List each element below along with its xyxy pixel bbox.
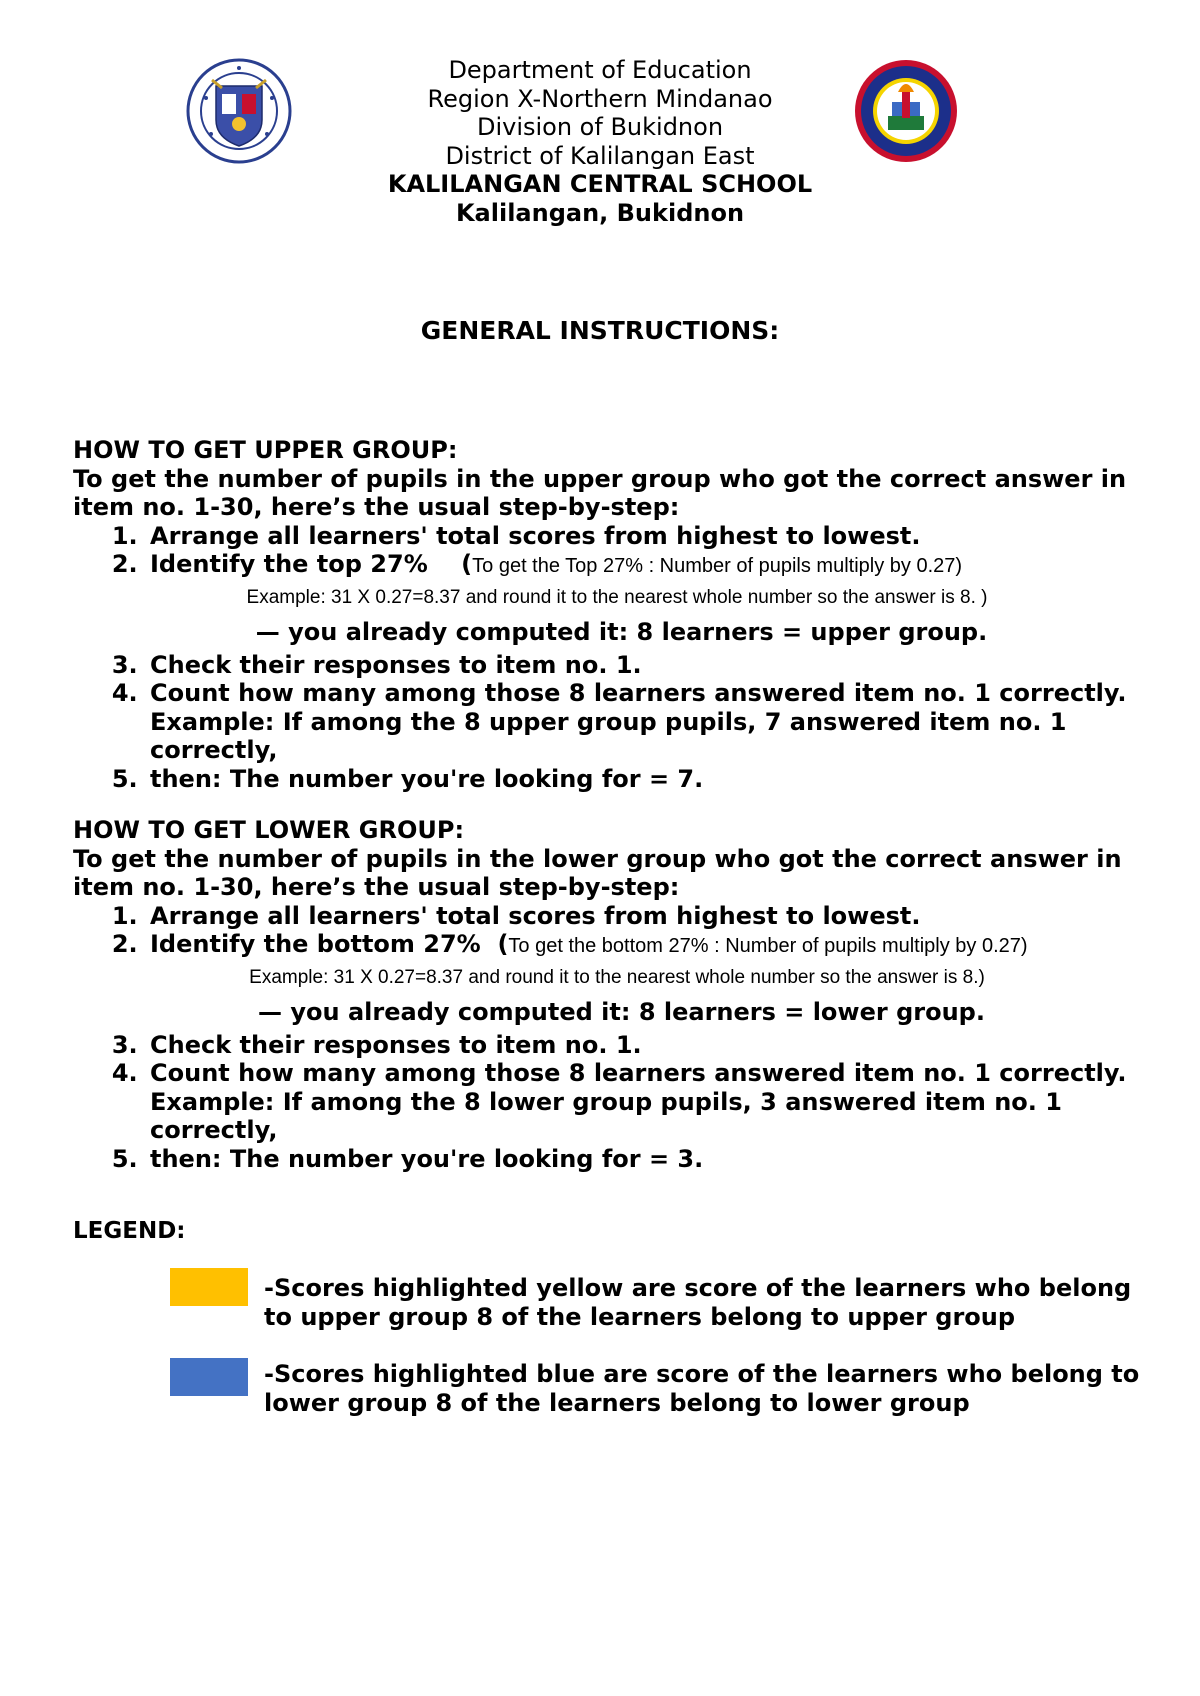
legend-yellow-text: -Scores highlighted yellow are score of the learners who belong to upper group 8 of the learners belong to upper group [264, 1274, 1132, 1331]
yellow-swatch [170, 1268, 248, 1306]
legend-blue-text: -Scores highlighted blue are score of the learners who belong to lower group 8 of the learners belong to lower group [264, 1360, 1140, 1417]
legend-title: LEGEND: [73, 1218, 186, 1244]
step2-paren: ( [461, 550, 473, 578]
district-name: District of Kalilangan East [445, 141, 755, 170]
step2-note: To get the Top 27% : Number of pupils multiply by 0.27) [472, 555, 963, 577]
school-location: Kalilangan, Bukidnon [455, 198, 745, 227]
step2-note: To get the bottom 27% : Number of pupils multiply by 0.27) [508, 935, 1028, 957]
lower-group-steps [73, 902, 1153, 1174]
region-name: Region X-Northern Mindanao [427, 84, 773, 113]
upper-group-section [73, 436, 1153, 793]
list-item: 4. Count how many among those 8 learners answered item no. 1 correctly. Example: If among the 8 lower group pupils, 3 answered item no. 1 correctly, [146, 1059, 1153, 1145]
computed-note: — you already computed it: 8 learners = upper group. [255, 618, 988, 646]
lower-group-heading: HOW TO GET LOWER GROUP: [73, 816, 465, 844]
upper-group-steps [73, 522, 1153, 794]
blue-swatch [170, 1358, 248, 1396]
list-item: 3. Check their responses to item no. 1. [146, 651, 1153, 680]
department-name: Department of Education [448, 56, 752, 84]
list-item: 5. then: The number you're looking for = 7. [146, 765, 1153, 794]
lower-group-section [73, 816, 1153, 1173]
computed-note: — you already computed it: 8 learners = lower group. [258, 998, 985, 1026]
list-item: 1. Arrange all learners' total scores from highest to lowest. [146, 902, 1153, 931]
example-note: Example: 31 X 0.27=8.37 and round it to the nearest whole number so the answer is 8. ) [246, 586, 988, 608]
example-note: Example: 31 X 0.27=8.37 and round it to the nearest whole number so the answer is 8.) [249, 966, 985, 988]
deped-seal-icon [186, 58, 292, 164]
upper-group-heading: HOW TO GET UPPER GROUP: [73, 436, 458, 464]
list-item: 3. Check their responses to item no. 1. [146, 1031, 1153, 1060]
page-title: GENERAL INSTRUCTIONS: [420, 316, 780, 345]
school-name: KALILANGAN CENTRAL SCHOOL [387, 170, 813, 198]
list-item [146, 550, 1153, 651]
step2-label: Identify the top 27% [150, 550, 428, 578]
lower-group-intro: To get the number of pupils in the lower group who got the correct answer in item no. 1-30, here’s the usual step-by-step: [73, 844, 1122, 901]
list-item: 4. Count how many among those 8 learners answered item no. 1 correctly. Example: If among the 8 upper group pupils, 7 answered item no. 1 correctly, [146, 679, 1153, 765]
list-item: 5. then: The number you're looking for = 3. [146, 1145, 1153, 1174]
step2-paren: ( [497, 930, 509, 958]
letterhead [300, 56, 900, 227]
list-item [146, 930, 1153, 1031]
step2-label: Identify the bottom 27% [150, 930, 481, 958]
upper-group-intro: To get the number of pupils in the upper group who got the correct answer in item no. 1-30, here’s the usual step-by-step: [73, 464, 1127, 521]
division-name: Division of Bukidnon [476, 113, 724, 141]
list-item: 1. Arrange all learners' total scores from highest to lowest. [146, 522, 1153, 551]
